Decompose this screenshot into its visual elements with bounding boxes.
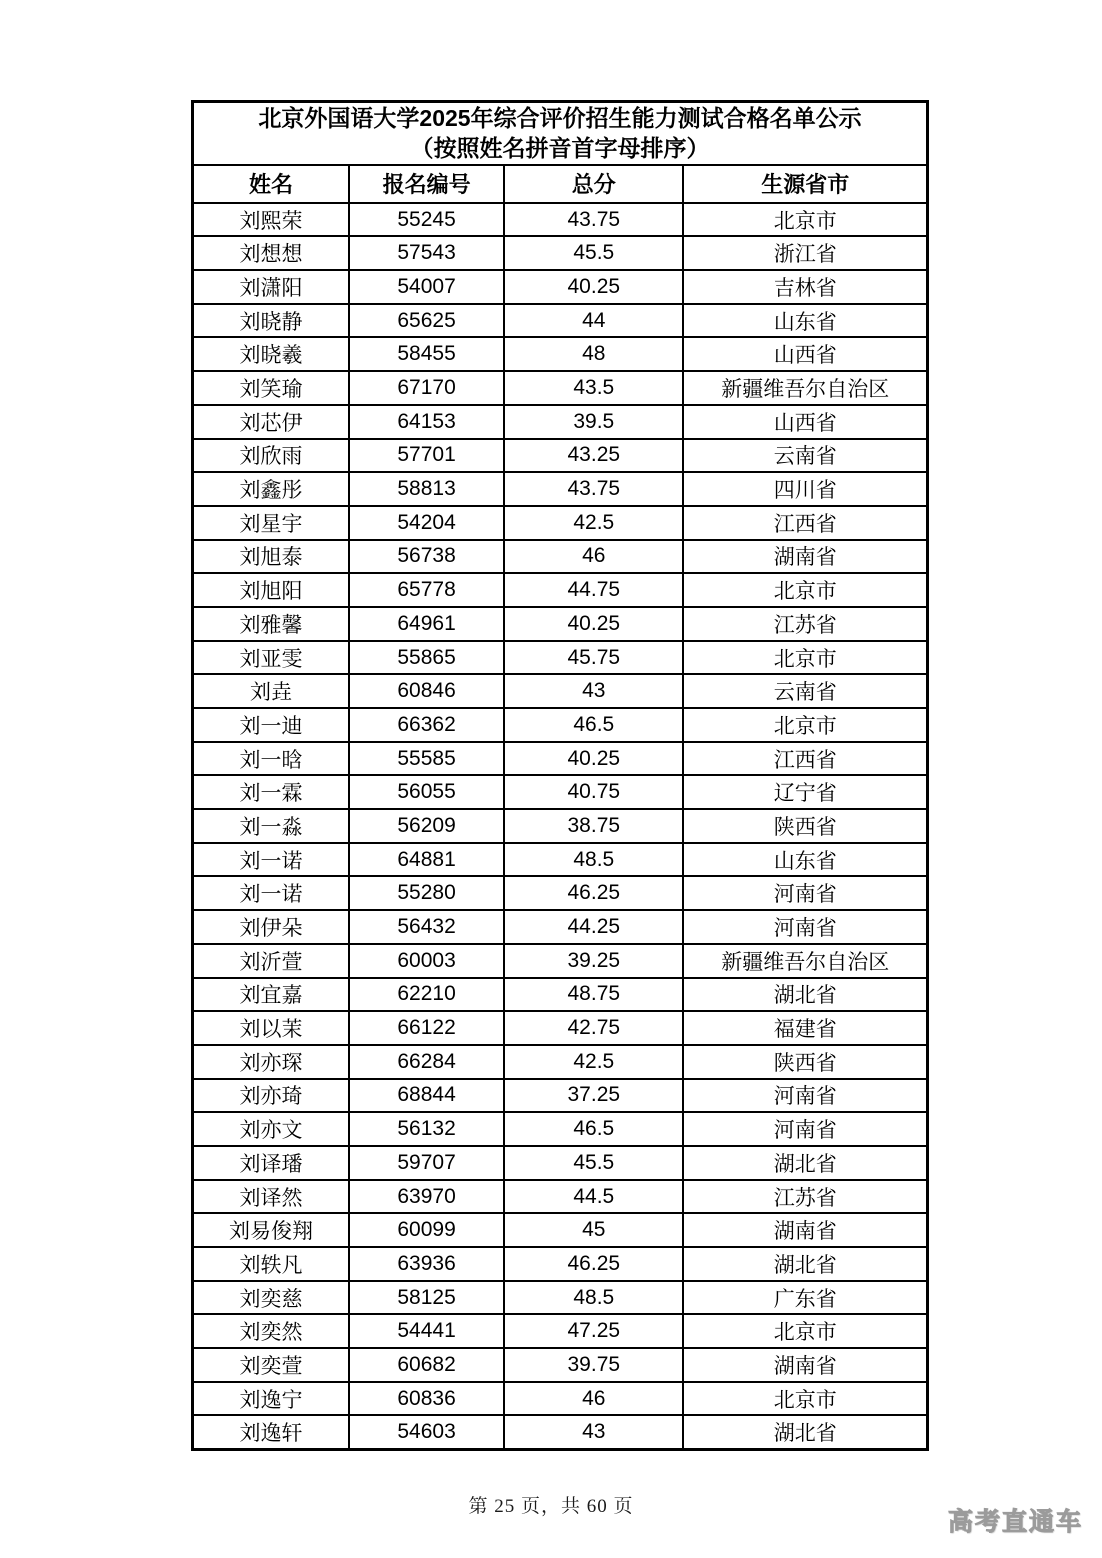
table-row xyxy=(193,1011,928,1045)
table-row xyxy=(193,1112,928,1146)
cell-province: 北京市 xyxy=(683,1382,927,1416)
cell-registration-number: 60099 xyxy=(349,1213,504,1247)
cell-registration-number: 55585 xyxy=(349,742,504,776)
header-name: 姓名 xyxy=(193,165,350,203)
cell-registration-number: 57543 xyxy=(349,236,504,270)
cell-registration-number: 59707 xyxy=(349,1146,504,1180)
cell-province: 北京市 xyxy=(683,641,927,675)
cell-total-score: 48.5 xyxy=(504,843,683,877)
table-row xyxy=(193,674,928,708)
cell-registration-number: 54441 xyxy=(349,1314,504,1348)
cell-province: 江苏省 xyxy=(683,607,927,641)
cell-name: 刘一霖 xyxy=(193,775,350,809)
cell-total-score: 39.75 xyxy=(504,1348,683,1382)
cell-name: 刘潇阳 xyxy=(193,270,350,304)
cell-total-score: 43.5 xyxy=(504,371,683,405)
table-row xyxy=(193,439,928,473)
cell-registration-number: 60846 xyxy=(349,674,504,708)
cell-registration-number: 68844 xyxy=(349,1079,504,1113)
cell-registration-number: 64961 xyxy=(349,607,504,641)
cell-registration-number: 54204 xyxy=(349,506,504,540)
cell-total-score: 45 xyxy=(504,1213,683,1247)
table-row xyxy=(193,1045,928,1079)
cell-total-score: 47.25 xyxy=(504,1314,683,1348)
cell-name: 刘欣雨 xyxy=(193,439,350,473)
cell-total-score: 44.75 xyxy=(504,573,683,607)
cell-name: 刘亚雯 xyxy=(193,641,350,675)
cell-province: 吉林省 xyxy=(683,270,927,304)
cell-name: 刘一迪 xyxy=(193,708,350,742)
cell-total-score: 42.75 xyxy=(504,1011,683,1045)
cell-total-score: 46.25 xyxy=(504,1247,683,1281)
cell-registration-number: 54603 xyxy=(349,1415,504,1449)
cell-province: 山东省 xyxy=(683,843,927,877)
cell-province: 江西省 xyxy=(683,742,927,776)
cell-total-score: 46 xyxy=(504,540,683,574)
cell-registration-number: 55280 xyxy=(349,876,504,910)
cell-name: 刘逸宁 xyxy=(193,1382,350,1416)
cell-total-score: 42.5 xyxy=(504,1045,683,1079)
cell-registration-number: 60003 xyxy=(349,944,504,978)
table-row xyxy=(193,304,928,338)
watermark-logo: 高考直通车 xyxy=(947,1508,1083,1536)
cell-province: 山西省 xyxy=(683,405,927,439)
table-row xyxy=(193,540,928,574)
cell-total-score: 43 xyxy=(504,674,683,708)
table-row xyxy=(193,775,928,809)
cell-name: 刘逸轩 xyxy=(193,1415,350,1449)
cell-total-score: 45.75 xyxy=(504,641,683,675)
cell-total-score: 40.25 xyxy=(504,607,683,641)
cell-name: 刘星宇 xyxy=(193,506,350,540)
cell-province: 四川省 xyxy=(683,472,927,506)
table-title xyxy=(193,102,928,165)
cell-total-score: 40.25 xyxy=(504,742,683,776)
cell-registration-number: 54007 xyxy=(349,270,504,304)
cell-total-score: 43.75 xyxy=(504,203,683,237)
cell-province: 广东省 xyxy=(683,1281,927,1315)
table-row xyxy=(193,708,928,742)
cell-name: 刘一诺 xyxy=(193,843,350,877)
table-row xyxy=(193,809,928,843)
cell-registration-number: 62210 xyxy=(349,978,504,1012)
cell-name: 刘伊朵 xyxy=(193,910,350,944)
table-row xyxy=(193,472,928,506)
cell-province: 湖北省 xyxy=(683,1247,927,1281)
cell-total-score: 46.5 xyxy=(504,1112,683,1146)
cell-name: 刘奕慈 xyxy=(193,1281,350,1315)
cell-province: 山西省 xyxy=(683,337,927,371)
cell-registration-number: 65778 xyxy=(349,573,504,607)
cell-name: 刘沂萱 xyxy=(193,944,350,978)
cell-name: 刘亦琦 xyxy=(193,1079,350,1113)
cell-name: 刘一诺 xyxy=(193,876,350,910)
cell-name: 刘亦文 xyxy=(193,1112,350,1146)
table-row xyxy=(193,607,928,641)
cell-name: 刘轶凡 xyxy=(193,1247,350,1281)
table-row xyxy=(193,876,928,910)
cell-total-score: 45.5 xyxy=(504,1146,683,1180)
table-row xyxy=(193,641,928,675)
cell-registration-number: 56132 xyxy=(349,1112,504,1146)
cell-registration-number: 63936 xyxy=(349,1247,504,1281)
cell-province: 湖北省 xyxy=(683,1415,927,1449)
cell-name: 刘一淼 xyxy=(193,809,350,843)
table-row xyxy=(193,978,928,1012)
cell-total-score: 44.5 xyxy=(504,1180,683,1214)
cell-total-score: 40.25 xyxy=(504,270,683,304)
cell-registration-number: 58125 xyxy=(349,1281,504,1315)
cell-name: 刘熙荣 xyxy=(193,203,350,237)
table-row xyxy=(193,573,928,607)
cell-registration-number: 64881 xyxy=(349,843,504,877)
cell-province: 陕西省 xyxy=(683,809,927,843)
table-row xyxy=(193,405,928,439)
cell-registration-number: 58813 xyxy=(349,472,504,506)
table-row xyxy=(193,910,928,944)
table-row xyxy=(193,203,928,237)
table-row xyxy=(193,371,928,405)
cell-name: 刘一晗 xyxy=(193,742,350,776)
cell-total-score: 45.5 xyxy=(504,236,683,270)
table-row xyxy=(193,1314,928,1348)
cell-total-score: 37.25 xyxy=(504,1079,683,1113)
cell-registration-number: 67170 xyxy=(349,371,504,405)
cell-province: 福建省 xyxy=(683,1011,927,1045)
cell-province: 北京市 xyxy=(683,1314,927,1348)
table-row xyxy=(193,843,928,877)
cell-province: 江西省 xyxy=(683,506,927,540)
table-row xyxy=(193,742,928,776)
cell-registration-number: 66284 xyxy=(349,1045,504,1079)
cell-name: 刘芯伊 xyxy=(193,405,350,439)
cell-registration-number: 64153 xyxy=(349,405,504,439)
cell-total-score: 48 xyxy=(504,337,683,371)
cell-total-score: 46.5 xyxy=(504,708,683,742)
cell-registration-number: 65625 xyxy=(349,304,504,338)
table-row xyxy=(193,1415,928,1449)
cell-total-score: 42.5 xyxy=(504,506,683,540)
cell-registration-number: 60836 xyxy=(349,1382,504,1416)
table-row xyxy=(193,1213,928,1247)
cell-province: 陕西省 xyxy=(683,1045,927,1079)
cell-name: 刘晓羲 xyxy=(193,337,350,371)
cell-name: 刘垚 xyxy=(193,674,350,708)
cell-name: 刘亦琛 xyxy=(193,1045,350,1079)
title-line-2: （按照姓名拼音首字母排序） xyxy=(410,135,710,162)
cell-name: 刘宜嘉 xyxy=(193,978,350,1012)
table-row xyxy=(193,1382,928,1416)
cell-name: 刘笑瑜 xyxy=(193,371,350,405)
cell-province: 山东省 xyxy=(683,304,927,338)
cell-registration-number: 55245 xyxy=(349,203,504,237)
cell-total-score: 43.25 xyxy=(504,439,683,473)
cell-province: 河南省 xyxy=(683,1079,927,1113)
table-row xyxy=(193,1348,928,1382)
cell-name: 刘奕萱 xyxy=(193,1348,350,1382)
cell-name: 刘易俊翔 xyxy=(193,1213,350,1247)
cell-province: 湖南省 xyxy=(683,1213,927,1247)
header-province: 生源省市 xyxy=(683,165,927,203)
table-row xyxy=(193,1180,928,1214)
cell-province: 湖南省 xyxy=(683,1348,927,1382)
cell-name: 刘译璠 xyxy=(193,1146,350,1180)
table-body xyxy=(193,203,928,1450)
roster-table xyxy=(191,100,929,1451)
cell-name: 刘译然 xyxy=(193,1180,350,1214)
cell-province: 湖南省 xyxy=(683,540,927,574)
cell-total-score: 43 xyxy=(504,1415,683,1449)
table-row xyxy=(193,944,928,978)
cell-registration-number: 58455 xyxy=(349,337,504,371)
page-number: 第 25 页，共 60 页 xyxy=(468,1496,634,1517)
cell-province: 河南省 xyxy=(683,910,927,944)
cell-province: 新疆维吾尔自治区 xyxy=(683,371,927,405)
table-row xyxy=(193,506,928,540)
cell-total-score: 38.75 xyxy=(504,809,683,843)
cell-province: 浙江省 xyxy=(683,236,927,270)
cell-province: 河南省 xyxy=(683,876,927,910)
table-row xyxy=(193,1079,928,1113)
header-row xyxy=(193,165,928,203)
cell-registration-number: 60682 xyxy=(349,1348,504,1382)
cell-province: 新疆维吾尔自治区 xyxy=(683,944,927,978)
cell-registration-number: 56738 xyxy=(349,540,504,574)
cell-province: 云南省 xyxy=(683,674,927,708)
cell-registration-number: 57701 xyxy=(349,439,504,473)
title-row xyxy=(193,102,928,165)
cell-name: 刘奕然 xyxy=(193,1314,350,1348)
cell-province: 江苏省 xyxy=(683,1180,927,1214)
cell-total-score: 43.75 xyxy=(504,472,683,506)
cell-name: 刘旭阳 xyxy=(193,573,350,607)
cell-registration-number: 56055 xyxy=(349,775,504,809)
cell-province: 湖北省 xyxy=(683,1146,927,1180)
cell-total-score: 48.75 xyxy=(504,978,683,1012)
cell-province: 河南省 xyxy=(683,1112,927,1146)
table-row xyxy=(193,236,928,270)
cell-total-score: 46.25 xyxy=(504,876,683,910)
cell-name: 刘想想 xyxy=(193,236,350,270)
cell-province: 湖北省 xyxy=(683,978,927,1012)
cell-total-score: 46 xyxy=(504,1382,683,1416)
cell-registration-number: 56432 xyxy=(349,910,504,944)
cell-province: 辽宁省 xyxy=(683,775,927,809)
cell-total-score: 39.5 xyxy=(504,405,683,439)
cell-total-score: 44 xyxy=(504,304,683,338)
cell-name: 刘晓静 xyxy=(193,304,350,338)
cell-total-score: 40.75 xyxy=(504,775,683,809)
cell-registration-number: 66362 xyxy=(349,708,504,742)
cell-total-score: 39.25 xyxy=(504,944,683,978)
table-row xyxy=(193,1281,928,1315)
cell-registration-number: 55865 xyxy=(349,641,504,675)
cell-name: 刘旭泰 xyxy=(193,540,350,574)
cell-total-score: 48.5 xyxy=(504,1281,683,1315)
title-line-1: 北京外国语大学2025年综合评价招生能力测试合格名单公示 xyxy=(258,105,862,131)
cell-name: 刘雅馨 xyxy=(193,607,350,641)
table-row xyxy=(193,1247,928,1281)
cell-total-score: 44.25 xyxy=(504,910,683,944)
table-row xyxy=(193,270,928,304)
cell-province: 北京市 xyxy=(683,708,927,742)
cell-province: 北京市 xyxy=(683,573,927,607)
cell-province: 云南省 xyxy=(683,439,927,473)
table-row xyxy=(193,1146,928,1180)
cell-registration-number: 63970 xyxy=(349,1180,504,1214)
header-registration-number: 报名编号 xyxy=(349,165,504,203)
cell-registration-number: 66122 xyxy=(349,1011,504,1045)
table-row xyxy=(193,337,928,371)
cell-name: 刘鑫彤 xyxy=(193,472,350,506)
cell-province: 北京市 xyxy=(683,203,927,237)
cell-registration-number: 56209 xyxy=(349,809,504,843)
header-total-score: 总分 xyxy=(504,165,683,203)
cell-name: 刘以茉 xyxy=(193,1011,350,1045)
